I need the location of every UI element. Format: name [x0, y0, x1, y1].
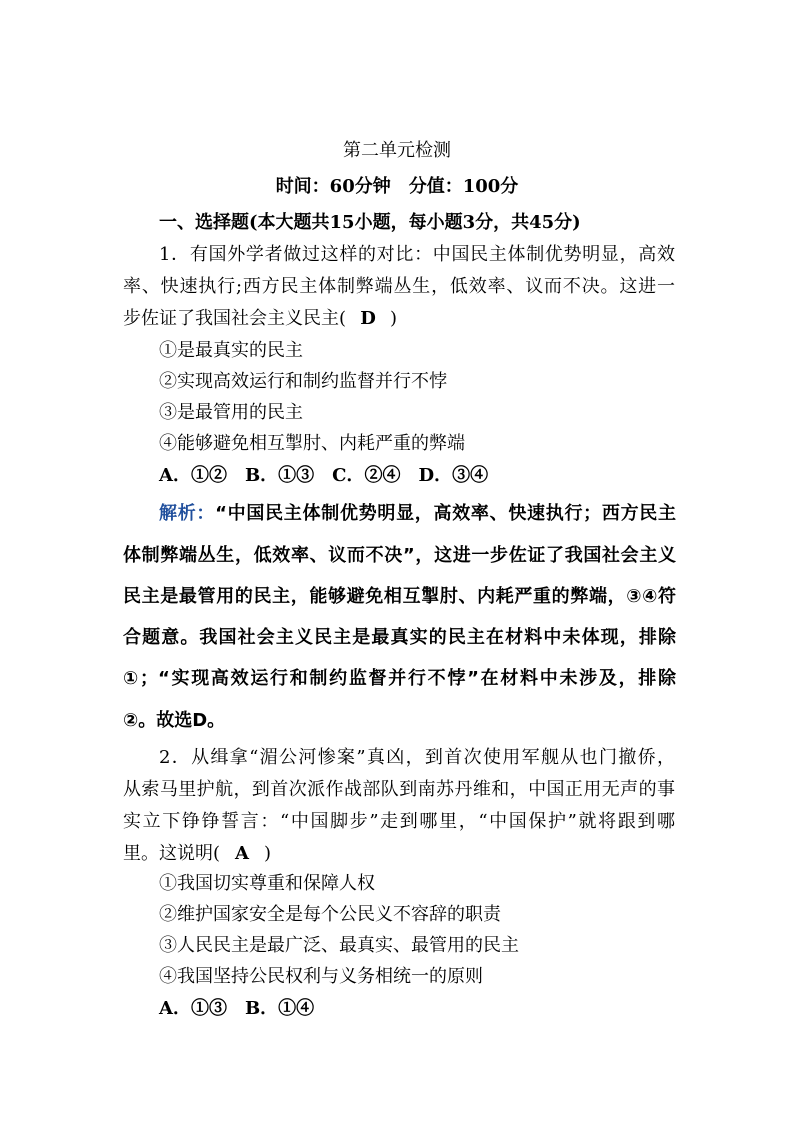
q1-analysis-line: 民主是最管用的民主，能够避免相互掣肘、内耗严重的弊端，③④符: [123, 586, 676, 607]
q2-stem-text: 里。这说明(: [123, 843, 221, 864]
q2-stem-close: ): [264, 843, 272, 864]
q1-stem-close: ): [390, 308, 398, 329]
q2-option: ③人民民主是最广泛、最真实、最管用的民主: [159, 935, 519, 956]
q2-stem-line: 2．从缉拿“湄公河惨案”真凶，到首次使用军舰从也门撤侨，: [159, 747, 675, 768]
q1-choices: A．①② B．①③ C．②④ D．③④: [159, 465, 489, 486]
q1-option: ④能够避免相互掣肘、内耗严重的弊端: [159, 433, 465, 454]
q1-analysis-line: ①；“实现高效运行和制约监督并行不悖”在材料中未涉及，排除: [123, 668, 676, 689]
exam-time-score: 时间：60分钟 分值：100分: [275, 176, 519, 197]
q1-analysis-line: ②。故选D。: [123, 710, 226, 731]
q2-stem-line: [123, 843, 271, 865]
q2-stem-line: 实立下铮铮誓言：“中国脚步”走到哪里，“中国保护”就将跟到哪: [123, 811, 675, 832]
q1-stem-line: 率、快速执行;西方民主体制弊端丛生，低效率、议而不决。这进一: [123, 276, 675, 297]
q2-option: ②维护国家安全是每个公民义不容辞的职责: [159, 904, 501, 925]
analysis-text: “中国民主体制优势明显，高效率、快速执行；西方民主: [215, 503, 677, 524]
q1-stem-line: [123, 308, 397, 330]
q1-analysis-line: 合题意。我国社会主义民主是最真实的民主在材料中未体现，排除: [123, 627, 676, 648]
q1-stem-line: 1．有国外学者做过这样的对比：中国民主体制优势明显，高效: [159, 244, 675, 265]
q1-stem-text: 步佐证了我国社会主义民主(: [123, 308, 347, 329]
q2-choices: A．①③ B．①④: [159, 998, 315, 1019]
section-heading: 一、选择题(本大题共15小题，每小题3分，共45分): [159, 212, 581, 233]
q1-answer: D: [360, 308, 376, 329]
q1-analysis-line: [159, 503, 676, 525]
q2-stem-line: 从索马里护航，到首次派作战部队到南苏丹维和，中国正用无声的事: [123, 779, 675, 800]
page-title: 第二单元检测: [343, 140, 451, 161]
q2-option: ①我国切实尊重和保障人权: [159, 873, 375, 894]
q1-analysis-line: 体制弊端丛生，低效率、议而不决”，这进一步佐证了我国社会主义: [123, 545, 676, 566]
q2-option: ④我国坚持公民权利与义务相统一的原则: [159, 966, 483, 987]
q1-option: ①是最真实的民主: [159, 340, 303, 361]
analysis-label: 解析：: [159, 503, 216, 524]
q1-option: ②实现高效运行和制约监督并行不悖: [159, 371, 447, 392]
q2-answer: A: [235, 843, 250, 864]
q1-option: ③是最管用的民主: [159, 402, 303, 423]
